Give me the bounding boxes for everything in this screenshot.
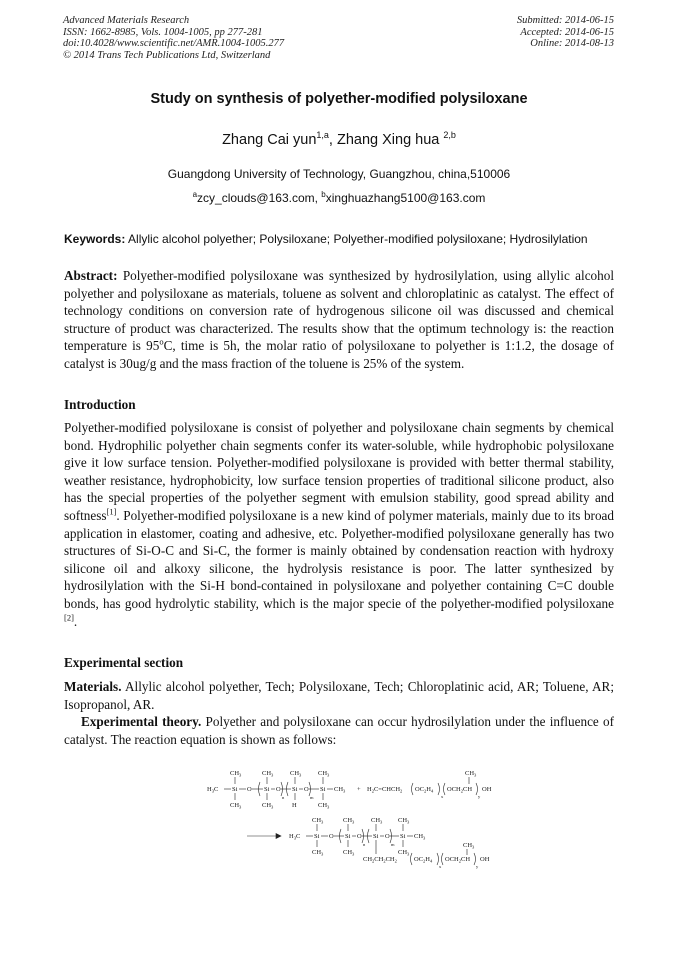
svg-text:Si: Si xyxy=(400,833,406,840)
keywords-text: Allylic alcohol polyether; Polysiloxane; Polyether-modified polysiloxane; Hydrosilylation xyxy=(125,232,588,246)
svg-text:O: O xyxy=(385,833,390,840)
author-1: Zhang Cai yun xyxy=(222,131,317,148)
svg-text:Si: Si xyxy=(345,833,351,840)
reactant-polysiloxane xyxy=(207,770,346,810)
experimental-heading: Experimental section xyxy=(64,655,184,670)
svg-text:OC2H4: $OC_2H_4$ xyxy=(415,786,434,794)
svg-text:O: O xyxy=(357,833,362,840)
svg-text:m: m xyxy=(391,842,395,847)
svg-text:H3C: $H_3C$ xyxy=(289,833,301,841)
svg-text:+: + xyxy=(357,786,361,793)
svg-text:CH3: $CH_3$ xyxy=(318,770,330,778)
svg-text:OH: OH xyxy=(480,856,490,863)
reaction-equation-figure xyxy=(202,764,502,874)
svg-text:CH3: $CH_3$ xyxy=(318,802,330,810)
abstract-label: Abstract: xyxy=(64,268,118,283)
author-separator: , xyxy=(328,131,337,148)
svg-text:CH3: $CH_3$ xyxy=(262,802,274,810)
svg-text:x: x xyxy=(439,864,442,869)
svg-text:Si: Si xyxy=(292,786,298,793)
affiliation: Guangdong University of Technology, Guangzhou, china,510006 xyxy=(167,167,511,181)
theory-text: Polyether and polysiloxane can occur hydrosilylation under the influence of catalyst. The reaction equation is shown as follows: xyxy=(64,714,614,747)
materials-text: Allylic alcohol polyether, Tech; Polysiloxane, Tech; Chloroplatinic acid, AR; Toluene, AR; Isopropanol, AR. xyxy=(64,679,614,712)
svg-text:OCH2CH: $OCH_2CH$ xyxy=(447,786,473,794)
keywords-label: Keywords: xyxy=(64,232,126,246)
author-2-affil: 2,b xyxy=(443,130,456,140)
intro-text-1: Polyether-modified polysiloxane is consist of polyether and polysiloxane chain segments by chemical bond. Hydrophilic polyether chain segments confer its water-soluble, while hydrophobic polysiloxane give it low surface tension. Polyether-modified polysiloxane is provided with better thermal stability, weather resistance, hydrophobicity, low surface tension properties of traditional silicone product, also has the special properties of the polyether segment with emulsion stability, good spread ability and softness xyxy=(64,420,614,523)
svg-text:x: x xyxy=(441,794,444,799)
svg-text:CH3: $CH_3$ xyxy=(290,770,302,778)
svg-text:CH3: $CH_3$ xyxy=(465,770,477,778)
svg-text:O: O xyxy=(304,786,309,793)
svg-text:y: y xyxy=(476,864,479,869)
svg-text:Si: Si xyxy=(373,833,379,840)
email-2-marker: b xyxy=(321,190,326,199)
svg-text:CH3: $CH_3$ xyxy=(398,817,410,825)
svg-text:CH3: $CH_3$ xyxy=(343,849,355,857)
author-line xyxy=(0,130,678,148)
svg-text:H: H xyxy=(292,802,297,809)
journal-header xyxy=(63,15,284,61)
materials-label: Materials. xyxy=(64,679,122,694)
abstract-text-1: Polyether-modified polysiloxane was synthesized by hydrosilylation, using allylic alcohol polyether and polysiloxane as materials, toluene as solvent and chloroplatinic as catalyst. The effect of technology conditions on conversion rate of hydrogenous silicone oil was discussed and chemical structure of product was characterized. The results show that the optimum technology is: the reaction temperature is 95 xyxy=(64,268,614,354)
introduction-heading: Introduction xyxy=(64,397,136,412)
svg-text:Si: Si xyxy=(232,786,238,793)
email-separator: , xyxy=(314,191,322,205)
keywords xyxy=(64,232,616,246)
paper-title: Study on synthesis of polyether-modified polysiloxane xyxy=(150,91,528,107)
author-2: Zhang Xing hua xyxy=(336,131,444,148)
submitted-date: Submitted: 2014-06-15 xyxy=(516,15,614,26)
svg-text:n: n xyxy=(363,842,366,847)
svg-text:O: O xyxy=(247,786,252,793)
svg-text:O: O xyxy=(329,833,334,840)
reactant-allyl-polyether xyxy=(357,770,492,799)
theory-label: Experimental theory. xyxy=(81,714,202,729)
svg-text:CH3: $CH_3$ xyxy=(334,786,346,794)
svg-text:n: n xyxy=(282,795,285,800)
theory-paragraph xyxy=(64,713,614,748)
email-1-marker: a xyxy=(192,190,198,199)
svg-text:OC2H4: $OC_2H_4$ xyxy=(414,856,433,864)
journal-name: Advanced Materials Research xyxy=(63,15,190,26)
svg-text:OH: OH xyxy=(482,786,492,793)
email-line xyxy=(0,190,678,205)
dates-header xyxy=(517,15,614,50)
author-1-affil: 1,a xyxy=(316,130,329,140)
svg-text:CH3: $CH_3$ xyxy=(343,817,355,825)
svg-text:CH3: $CH_3$ xyxy=(371,817,383,825)
svg-text:OCH2CH: $OCH_2CH$ xyxy=(445,856,471,864)
copyright-line: © 2014 Trans Tech Publications Ltd, Switzerland xyxy=(63,49,271,61)
svg-text:Si: Si xyxy=(264,786,270,793)
svg-text:CH3: $CH_3$ xyxy=(230,802,242,810)
svg-text:CH3: $CH_3$ xyxy=(398,849,410,857)
svg-text:CH2CH2CH2: $CH_2CH_2CH_2$ xyxy=(363,856,397,864)
svg-text:O: O xyxy=(276,786,281,793)
online-date: Online: 2014-08-13 xyxy=(530,38,614,49)
svg-text:H3C: $H_3C$ xyxy=(207,786,219,794)
materials-paragraph xyxy=(64,678,614,713)
svg-text:m: m xyxy=(310,795,314,800)
doi-line: doi:10.4028/www.scientific.net/AMR.1004-1005.277 xyxy=(63,38,285,49)
intro-text-3: . xyxy=(73,613,78,629)
issn-line: ISSN: 1662-8985, Vols. 1004-1005, pp 277-281 xyxy=(63,26,263,38)
svg-text:CH3: $CH_3$ xyxy=(230,770,242,778)
product-polyether-modified-polysiloxane xyxy=(289,817,490,869)
svg-text:y: y xyxy=(478,794,481,799)
svg-text:CH3: $CH_3$ xyxy=(262,770,274,778)
abstract-text-2: C, time is 5h, the molar ratio of polysiloxane to polyether is 1:1.2, the dosage of catalyst is 30ug/g and the mass fraction of the toluene is 25% of the system. xyxy=(64,338,615,371)
svg-text:Si: Si xyxy=(314,833,320,840)
email-2: xinghuazhang5100@163.com xyxy=(325,191,486,205)
citation-2: [2] xyxy=(64,612,74,623)
degree-sup: o xyxy=(159,336,164,347)
abstract xyxy=(64,267,614,373)
citation-1: [1] xyxy=(106,506,117,517)
introduction-body xyxy=(64,419,614,630)
svg-text:CH3: $CH_3$ xyxy=(312,849,324,857)
accepted-date: Accepted: 2014-06-15 xyxy=(520,26,614,38)
svg-text:Si: Si xyxy=(320,786,326,793)
intro-text-2: . Polyether-modified polysiloxane is a new kind of polymer materials, mainly due to its broad application in elastomer, coating and adhesive, etc. Polyether-modified polysiloxane generally has two structures of Si-O-C and Si-C, the former is mainly obtained by condensation reaction with hydroxy silicone oil and alkoxy silicone, the hydrolysis resistance is poor. The latter synthesized by hydrosilylation with the Si-H bond-contained in polysiloxane and polyether containing C=C double bonds, has good hydrolytic stability, which is the major specie of the polyether-modified polysiloxane xyxy=(64,507,614,611)
svg-text:CH3: $CH_3$ xyxy=(414,833,426,841)
svg-text:CH3: $CH_3$ xyxy=(312,817,324,825)
svg-text:H2C=CHCH2: $H_2C=CHCH_2$ xyxy=(367,786,403,794)
svg-text:CH3: $CH_3$ xyxy=(463,842,475,850)
email-1: zcy_clouds@163.com xyxy=(197,191,315,205)
